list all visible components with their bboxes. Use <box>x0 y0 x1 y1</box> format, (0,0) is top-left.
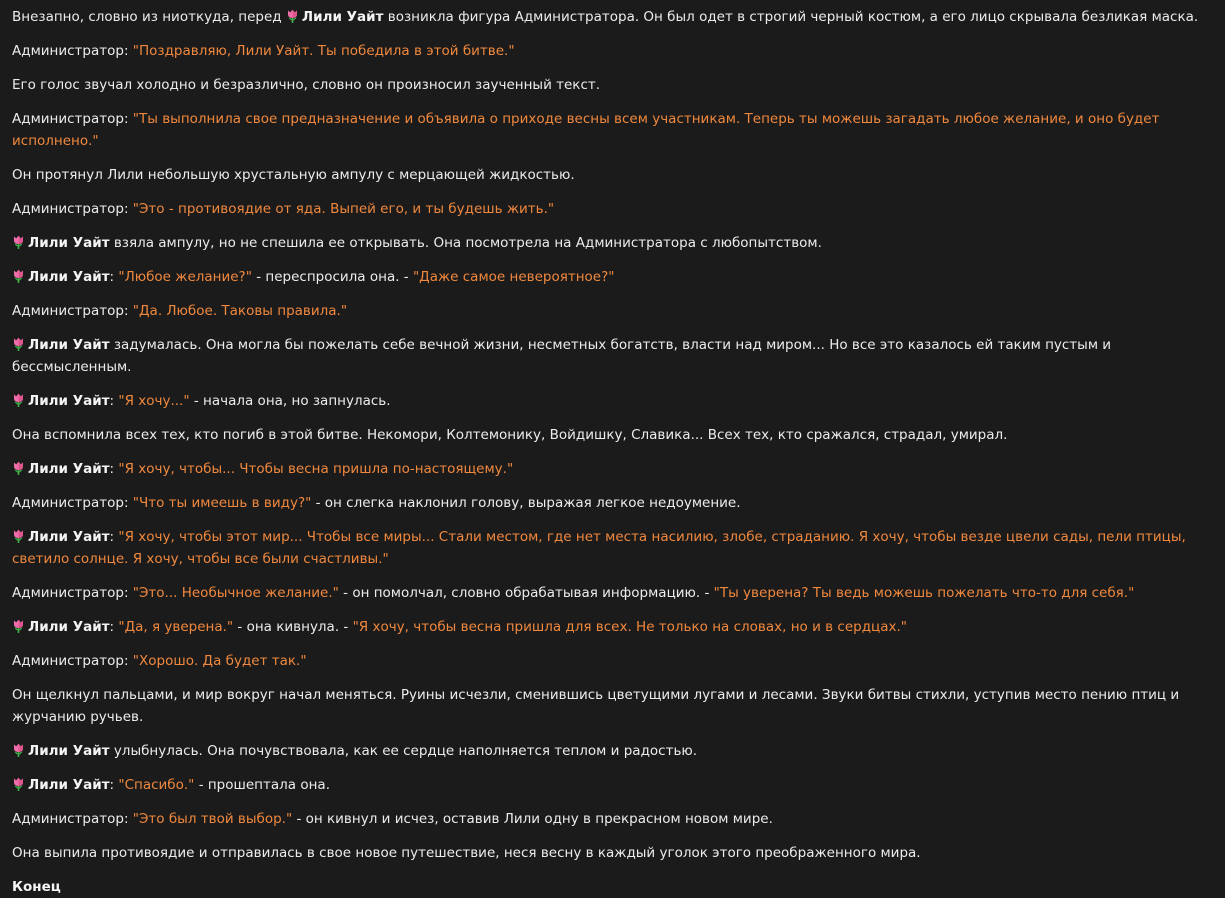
narration-text: : <box>109 777 119 793</box>
character-name: Лили Уайт <box>28 529 110 545</box>
tulip-icon <box>12 743 25 757</box>
narration-text: : <box>109 619 119 635</box>
narration-text: Он щелкнул пальцами, и мир вокруг начал меняться. Руины исчезли, сменившись цветущими лугами и лесами. Звуки битвы стихли, уступив место пению птиц и журчанию ручьев. <box>12 687 1184 725</box>
story-paragraph <box>12 300 1213 322</box>
narration-text: - начала она, но запнулась. <box>189 393 391 409</box>
narration-text: Администратор: <box>12 111 133 127</box>
character-name: Лили Уайт <box>28 337 110 353</box>
dialogue-line: "Это был твой выбор." <box>132 811 293 827</box>
story-paragraph <box>12 650 1213 672</box>
narration-text: Администратор: <box>12 303 133 319</box>
dialogue-line: "Что ты имеешь в виду?" <box>132 495 312 511</box>
dialogue-line: "Ты выполнила свое предназначение и объявила о приходе весны всем участникам. Теперь ты можешь загадать любое желание, и оно будет исполнено." <box>12 111 1164 149</box>
character-name: Лили Уайт <box>28 777 110 793</box>
narration-text: взяла ампулу, но не спешила ее открывать. Она посмотрела на Администратора с любопытством. <box>109 235 822 251</box>
narration-text: : <box>109 529 119 545</box>
character-name: Лили Уайт <box>301 9 384 25</box>
dialogue-line: "Любое желание?" <box>118 269 252 285</box>
dialogue-line: "Я хочу..." <box>118 393 190 409</box>
dialogue-line: "Хорошо. Да будет так." <box>132 653 307 669</box>
story-paragraph <box>12 6 1213 28</box>
narration-text: Администратор: <box>12 653 133 669</box>
dialogue-line: "Поздравляю, Лили Уайт. Ты победила в этой битве." <box>132 43 515 59</box>
dialogue-line: "Я хочу, чтобы этот мир... Чтобы все миры... Стали местом, где нет места насилию, злобе, страданию. Я хочу, чтобы везде цвели сады, пели птицы, светило солнце. Я хочу, чтобы все были счастливы." <box>12 529 1191 567</box>
story-paragraph <box>12 458 1213 480</box>
story-paragraph <box>12 266 1213 288</box>
story-paragraph <box>12 108 1213 152</box>
dialogue-line: "Да, я уверена." <box>118 619 234 635</box>
narration-text: задумалась. Она могла бы пожелать себе вечной жизни, несметных богатств, власти над миром... Но все это казалось ей таким пустым и бессмысленным. <box>12 337 1116 375</box>
story-paragraph <box>12 526 1213 570</box>
narration-text: Администратор: <box>12 201 133 217</box>
narration-text: - переспросила она. - <box>251 269 413 285</box>
tulip-icon <box>12 269 25 283</box>
narration-text: : <box>109 461 119 477</box>
tulip-icon <box>12 235 25 249</box>
character-name: Лили Уайт <box>28 393 110 409</box>
story-paragraph <box>12 582 1213 604</box>
narration-text: Она вспомнила всех тех, кто погиб в этой битве. Некомори, Колтемонику, Войдишку, Славика... Всех тех, кто сражался, страдал, умирал. <box>12 427 1008 443</box>
story-paragraph <box>12 808 1213 830</box>
character-name: Лили Уайт <box>28 619 110 635</box>
story-paragraph <box>12 390 1213 412</box>
dialogue-line: "Я хочу, чтобы... Чтобы весна пришла по-настоящему." <box>118 461 514 477</box>
narration-text: Его голос звучал холодно и безразлично, словно он произносил заученный текст. <box>12 77 601 93</box>
tulip-icon <box>12 619 25 633</box>
narration-text: улыбнулась. Она почувствовала, как ее сердце наполняется теплом и радостью. <box>109 743 698 759</box>
story-paragraph <box>12 842 1213 864</box>
story-paragraph <box>12 198 1213 220</box>
story-paragraph <box>12 876 1213 898</box>
narration-text: Она выпила противоядие и отправилась в свое новое путешествие, неся весну в каждый уголок этого преображенного мира. <box>12 845 921 861</box>
narration-text: Он протянул Лили небольшую хрустальную ампулу с мерцающей жидкостью. <box>12 167 575 183</box>
story-paragraph <box>12 164 1213 186</box>
story-paragraph <box>12 774 1213 796</box>
narration-text: - он кивнул и исчез, оставив Лили одну в прекрасном новом мире. <box>292 811 773 827</box>
tulip-icon <box>12 461 25 475</box>
tulip-icon <box>12 777 25 791</box>
ending-label: Конец <box>12 879 61 895</box>
story-paragraph <box>12 334 1213 378</box>
narration-text: - она кивнула. - <box>233 619 353 635</box>
tulip-icon <box>286 9 299 23</box>
narration-text: - он помолчал, словно обрабатывая информацию. - <box>338 585 714 601</box>
dialogue-line: "Да. Любое. Таковы правила." <box>132 303 348 319</box>
narration-text: Администратор: <box>12 585 133 601</box>
story-paragraph <box>12 616 1213 638</box>
narration-text: : <box>109 269 119 285</box>
narration-text: Внезапно, словно из ниоткуда, перед <box>12 9 286 25</box>
narration-text: Администратор: <box>12 43 133 59</box>
dialogue-line: "Это... Необычное желание." <box>132 585 339 601</box>
tulip-icon <box>12 337 25 351</box>
story-paragraph <box>12 74 1213 96</box>
story-paragraph <box>12 492 1213 514</box>
character-name: Лили Уайт <box>28 269 110 285</box>
narration-text: Администратор: <box>12 811 133 827</box>
character-name: Лили Уайт <box>28 235 110 251</box>
story-paragraph <box>12 684 1213 728</box>
story-paragraph <box>12 740 1213 762</box>
story-paragraph <box>12 424 1213 446</box>
tulip-icon <box>12 529 25 543</box>
narration-text: Администратор: <box>12 495 133 511</box>
dialogue-line: "Ты уверена? Ты ведь можешь пожелать что-то для себя." <box>713 585 1135 601</box>
story-paragraph <box>12 232 1213 254</box>
narration-text: - он слегка наклонил голову, выражая легкое недоумение. <box>311 495 741 511</box>
story-paragraph <box>12 40 1213 62</box>
dialogue-line: "Это - противоядие от яда. Выпей его, и ты будешь жить." <box>132 201 555 217</box>
dialogue-line: "Даже самое невероятное?" <box>412 269 615 285</box>
character-name: Лили Уайт <box>28 743 110 759</box>
tulip-icon <box>12 393 25 407</box>
narration-text: возникла фигура Администратора. Он был одет в строгий черный костюм, а его лицо скрывала безликая маска. <box>383 9 1199 25</box>
dialogue-line: "Спасибо." <box>118 777 195 793</box>
narration-text: : <box>109 393 119 409</box>
dialogue-line: "Я хочу, чтобы весна пришла для всех. Не только на словах, но и в сердцах." <box>352 619 907 635</box>
character-name: Лили Уайт <box>28 461 110 477</box>
narration-text: - прошептала она. <box>194 777 330 793</box>
